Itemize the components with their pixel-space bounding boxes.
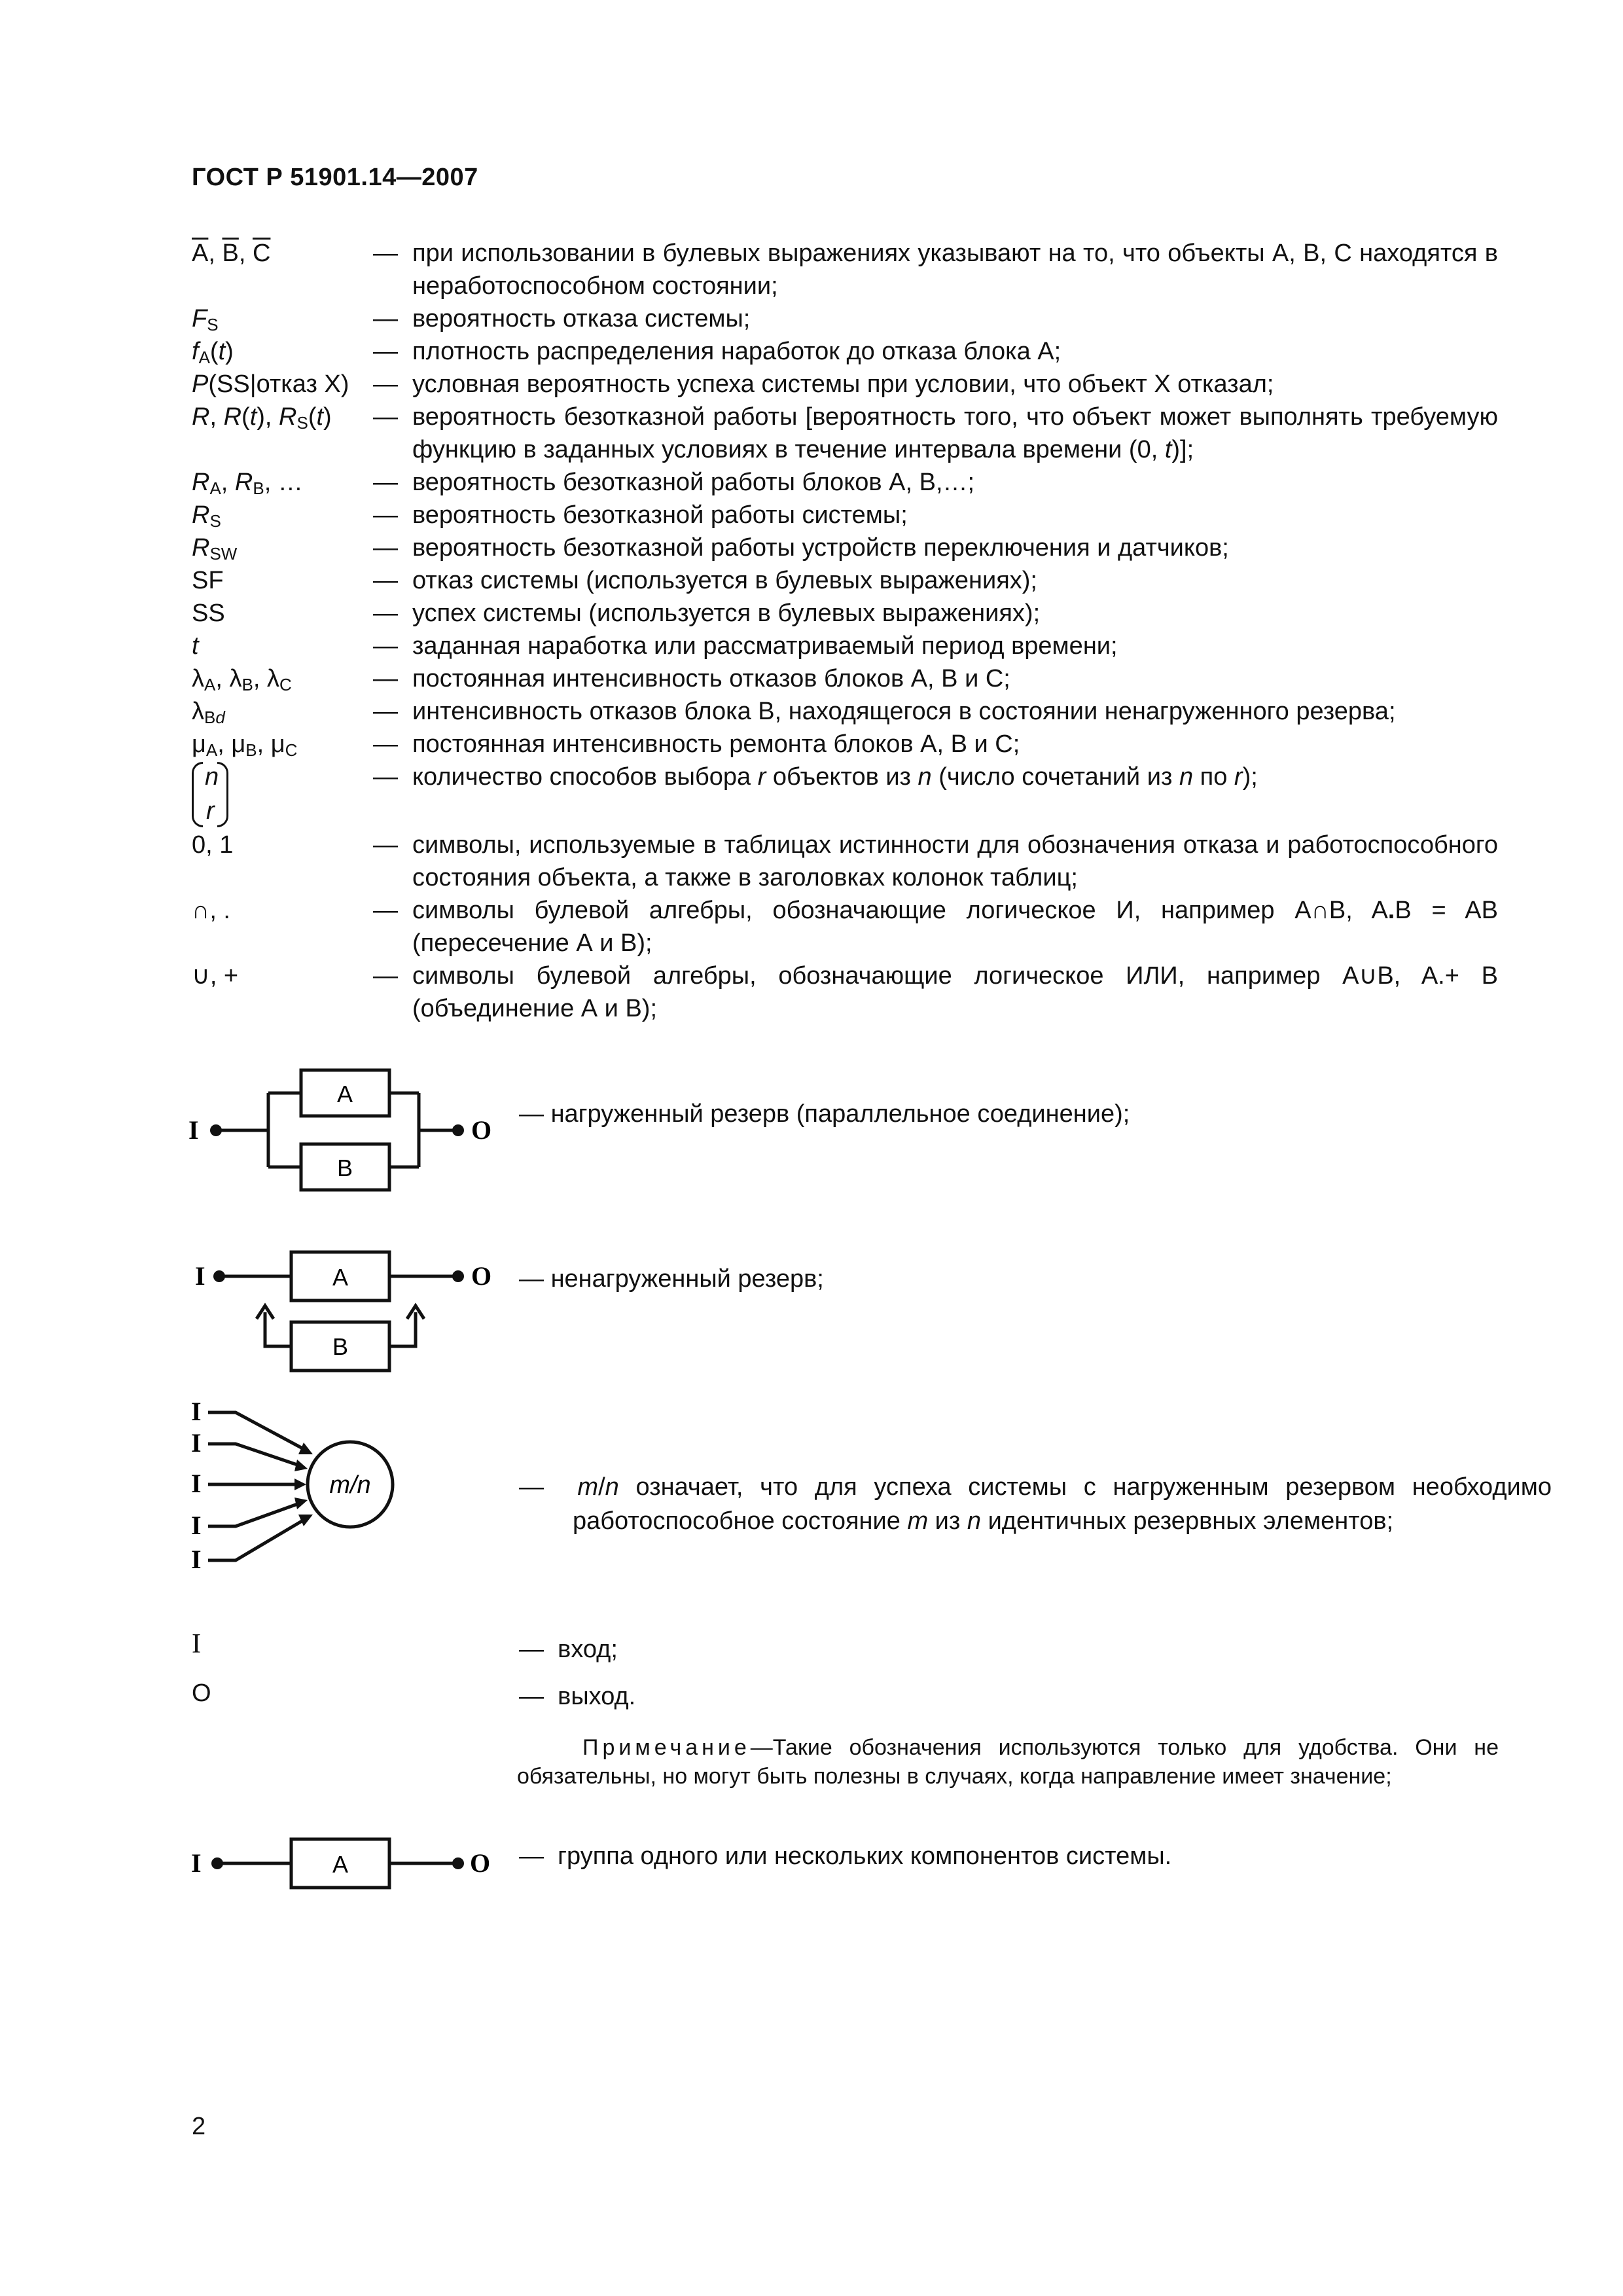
symbol-binomial: n r (192, 761, 373, 829)
input-label: I (191, 1511, 202, 1540)
input-symbol: I (192, 1629, 201, 1659)
note-paragraph: Примечание—Такие обозначения используются только для удобства. Они не обязательны, но могут быть полезны в случаях, когда направление имеет значение; (517, 1735, 1499, 1789)
definition-text: постоянная интенсивность отказов блоков А, В и С; (412, 665, 1010, 692)
block-b-label: B (336, 1155, 353, 1181)
definition-row: SS — успех системы (используется в булевых выражениях); (192, 597, 1498, 630)
input-label: I (191, 1848, 202, 1878)
definition-text: при использовании в булевых выражениях указывают на то, что объекты А, В, С находятся в неработоспособном состоянии; (412, 240, 1498, 300)
input-label: I (191, 1428, 202, 1458)
definition-row: ∪, + — символы булевой алгебры, обозначающие логическое ИЛИ, например A∪B, A.+ B (объединение А и В); (192, 960, 1498, 1025)
output-label: O (471, 1115, 492, 1145)
symbol-fa-t: $f_A(t)$ (192, 338, 234, 367)
definition-text: вероятность безотказной работы системы; (412, 501, 908, 529)
standby-redundancy-diagram (183, 1237, 524, 1388)
voting-description: — m/n означает, что для успеха системы с нагруженным резервом необходимо работоспособное состояние m из n идентичных резервных элементов; (519, 1473, 1552, 1535)
parallel-description: — нагруженный резерв (параллельное соединение); (519, 1100, 1130, 1128)
definition-text: успех системы (используется в булевых выражениях); (412, 600, 1041, 627)
symbol-rsw: $R_{SW}$ (192, 534, 238, 564)
definition-text: плотность распределения наработок до отказа блока А; (412, 338, 1061, 365)
definition-text: символы булевой алгебры, обозначающие логическое ИЛИ, например A∪B, A.+ B (объединение А и В); (412, 962, 1498, 1022)
symbol-rs: $R_S$ (192, 501, 221, 531)
symbol-t: t (192, 632, 199, 660)
parallel-redundancy-diagram (183, 1054, 524, 1204)
definition-text: заданная наработка или рассматриваемый период времени; (412, 632, 1118, 660)
definition-row: SF — отказ системы (используется в булевых выражениях); (192, 564, 1498, 597)
group-description: — группа одного или нескольких компонентов системы. (519, 1842, 1172, 1870)
definition-text: вероятность безотказной работы устройств переключения и датчиков; (412, 534, 1229, 562)
voting-label: m/n (329, 1471, 371, 1499)
definitions-list (192, 237, 1498, 1025)
definition-row: ∩, . — символы булевой алгебры, обозначающие логическое И, например A∩B, A.B = AB (пересечение А и В); (192, 894, 1498, 960)
definition-row: $f_A(t)$ — плотность распределения наработок до отказа блока А; (192, 335, 1498, 368)
symbol-r-rt: R, R(t), $R_S(t)$ (192, 403, 332, 433)
definition-text: вероятность отказа системы; (412, 305, 751, 332)
definition-row: $\overline{A}$, $\overline{B}$, $\overline{C}$ — при использовании в булевых выражениях указывают на то, что объекты А, В, С находятся в неработоспособном состоянии; (192, 237, 1498, 302)
definition-row: $R_{SW}$ — вероятность безотказной работы устройств переключения и датчиков; (192, 531, 1498, 564)
output-label: O (471, 1261, 492, 1291)
symbol-ss: SS (192, 600, 225, 627)
input-label: I (191, 1545, 202, 1574)
block-a-label: A (332, 1264, 349, 1291)
definition-text: символы, используемые в таблицах истинности для обозначения отказа и работоспособного состояния объекта, а также в заголовках колонок таблиц; (412, 831, 1498, 891)
definition-text: вероятность безотказной работы [вероятность того, что объект может выполнять требуемую функцию в заданных условиях в течение интервала времени (0, t)]; (412, 403, 1498, 463)
definition-text: условная вероятность успеха системы при условии, что объект X отказал; (412, 370, 1274, 398)
block-b-label: B (332, 1333, 349, 1360)
output-description: — выход. (519, 1683, 636, 1710)
input-label: I (195, 1261, 205, 1291)
definition-text: символы булевой алгебры, обозначающие логическое И, например A∩B, A.B = AB (пересечение А и В); (412, 897, 1498, 957)
symbol-or: ∪, + (192, 962, 239, 990)
standby-description: — ненагруженный резерв; (519, 1265, 824, 1293)
definition-text: интенсивность отказов блока В, находящегося в состоянии ненагруженного резерва; (412, 698, 1396, 725)
output-label: O (470, 1848, 491, 1878)
definition-text: количество способов выбора r объектов из n (число сочетаний из n по r); (412, 763, 1258, 791)
definition-text: постоянная интенсивность ремонта блоков А, В и С; (412, 730, 1020, 758)
symbol-lambda-bd: $\lambda_{Bd}$ (192, 698, 225, 727)
input-label: I (191, 1397, 202, 1426)
block-a-label: A (332, 1851, 349, 1878)
document-header: ГОСТ Р 51901.14—2007 (192, 164, 478, 191)
definition-row: $R_S$ — вероятность безотказной работы системы; (192, 499, 1498, 531)
symbol-zero-one: 0, 1 (192, 831, 234, 859)
definition-row: $R_A$, $R_B$, … — вероятность безотказной работы блоков А, В,…; (192, 466, 1498, 499)
definition-row: t — заданная наработка или рассматриваемый период времени; (192, 630, 1498, 662)
definition-row: R, R(t), $R_S(t)$ — вероятность безотказной работы [вероятность того, что объект может выполнять требуемую функцию в заданных условиях в течение интервала времени (0, t)]; (192, 401, 1498, 466)
voting-diagram (183, 1394, 432, 1584)
symbol-sf: SF (192, 567, 224, 594)
definition-row: $\lambda_A$, $\lambda_B$, $\lambda_C$ — постоянная интенсивность отказов блоков А, В и С; (192, 662, 1498, 695)
block-a-label: A (336, 1081, 353, 1107)
definition-row: $F_S$ — вероятность отказа системы; (192, 302, 1498, 335)
symbol-and: ∩, . (192, 897, 230, 924)
symbol-ra-rb: $R_A$, $R_B$, … (192, 469, 303, 498)
symbol-fs: $F_S$ (192, 305, 219, 334)
definition-row: P(SS|отказ X) — условная вероятность успеха системы при условии, что объект X отказал; (192, 368, 1498, 401)
definition-text: отказ системы (используется в булевых выражениях); (412, 567, 1037, 594)
note-label: Примечание (582, 1735, 751, 1760)
output-symbol: O (192, 1679, 211, 1707)
symbol-mu-abc: $\mu_A$, $\mu_B$, $\mu_C$ (192, 730, 298, 760)
symbol-lambda-abc: $\lambda_A$, $\lambda_B$, $\lambda_C$ (192, 665, 292, 694)
input-description: — вход; (519, 1636, 618, 1663)
input-label: I (188, 1115, 199, 1145)
page-number: 2 (192, 2113, 206, 2140)
symbol-conditional-p: P(SS|отказ X) (192, 370, 349, 398)
definition-row: $\mu_A$, $\mu_B$, $\mu_C$ — постоянная интенсивность ремонта блоков А, В и С; (192, 728, 1498, 761)
group-diagram (183, 1826, 524, 1898)
definition-row: $\lambda_{Bd}$ — интенсивность отказов блока В, находящегося в состоянии ненагруженного резерва; (192, 695, 1498, 728)
input-label: I (191, 1469, 202, 1498)
definition-text: вероятность безотказной работы блоков А, В,…; (412, 469, 975, 496)
note-text: Такие обозначения используются только для удобства. Они не обязательны, но могут быть полезны в случаях, когда направление имеет значение; (517, 1735, 1499, 1789)
symbol-not-abc: $\overline{A}$, $\overline{B}$, $\overline{C}$ (192, 240, 271, 267)
definition-row: 0, 1 — символы, используемые в таблицах истинности для обозначения отказа и работоспособного состояния объекта, а также в заголовках колонок таблиц; (192, 829, 1498, 894)
definition-row: n r — количество способов выбора r объектов из n (число сочетаний из n по r); (192, 761, 1498, 829)
